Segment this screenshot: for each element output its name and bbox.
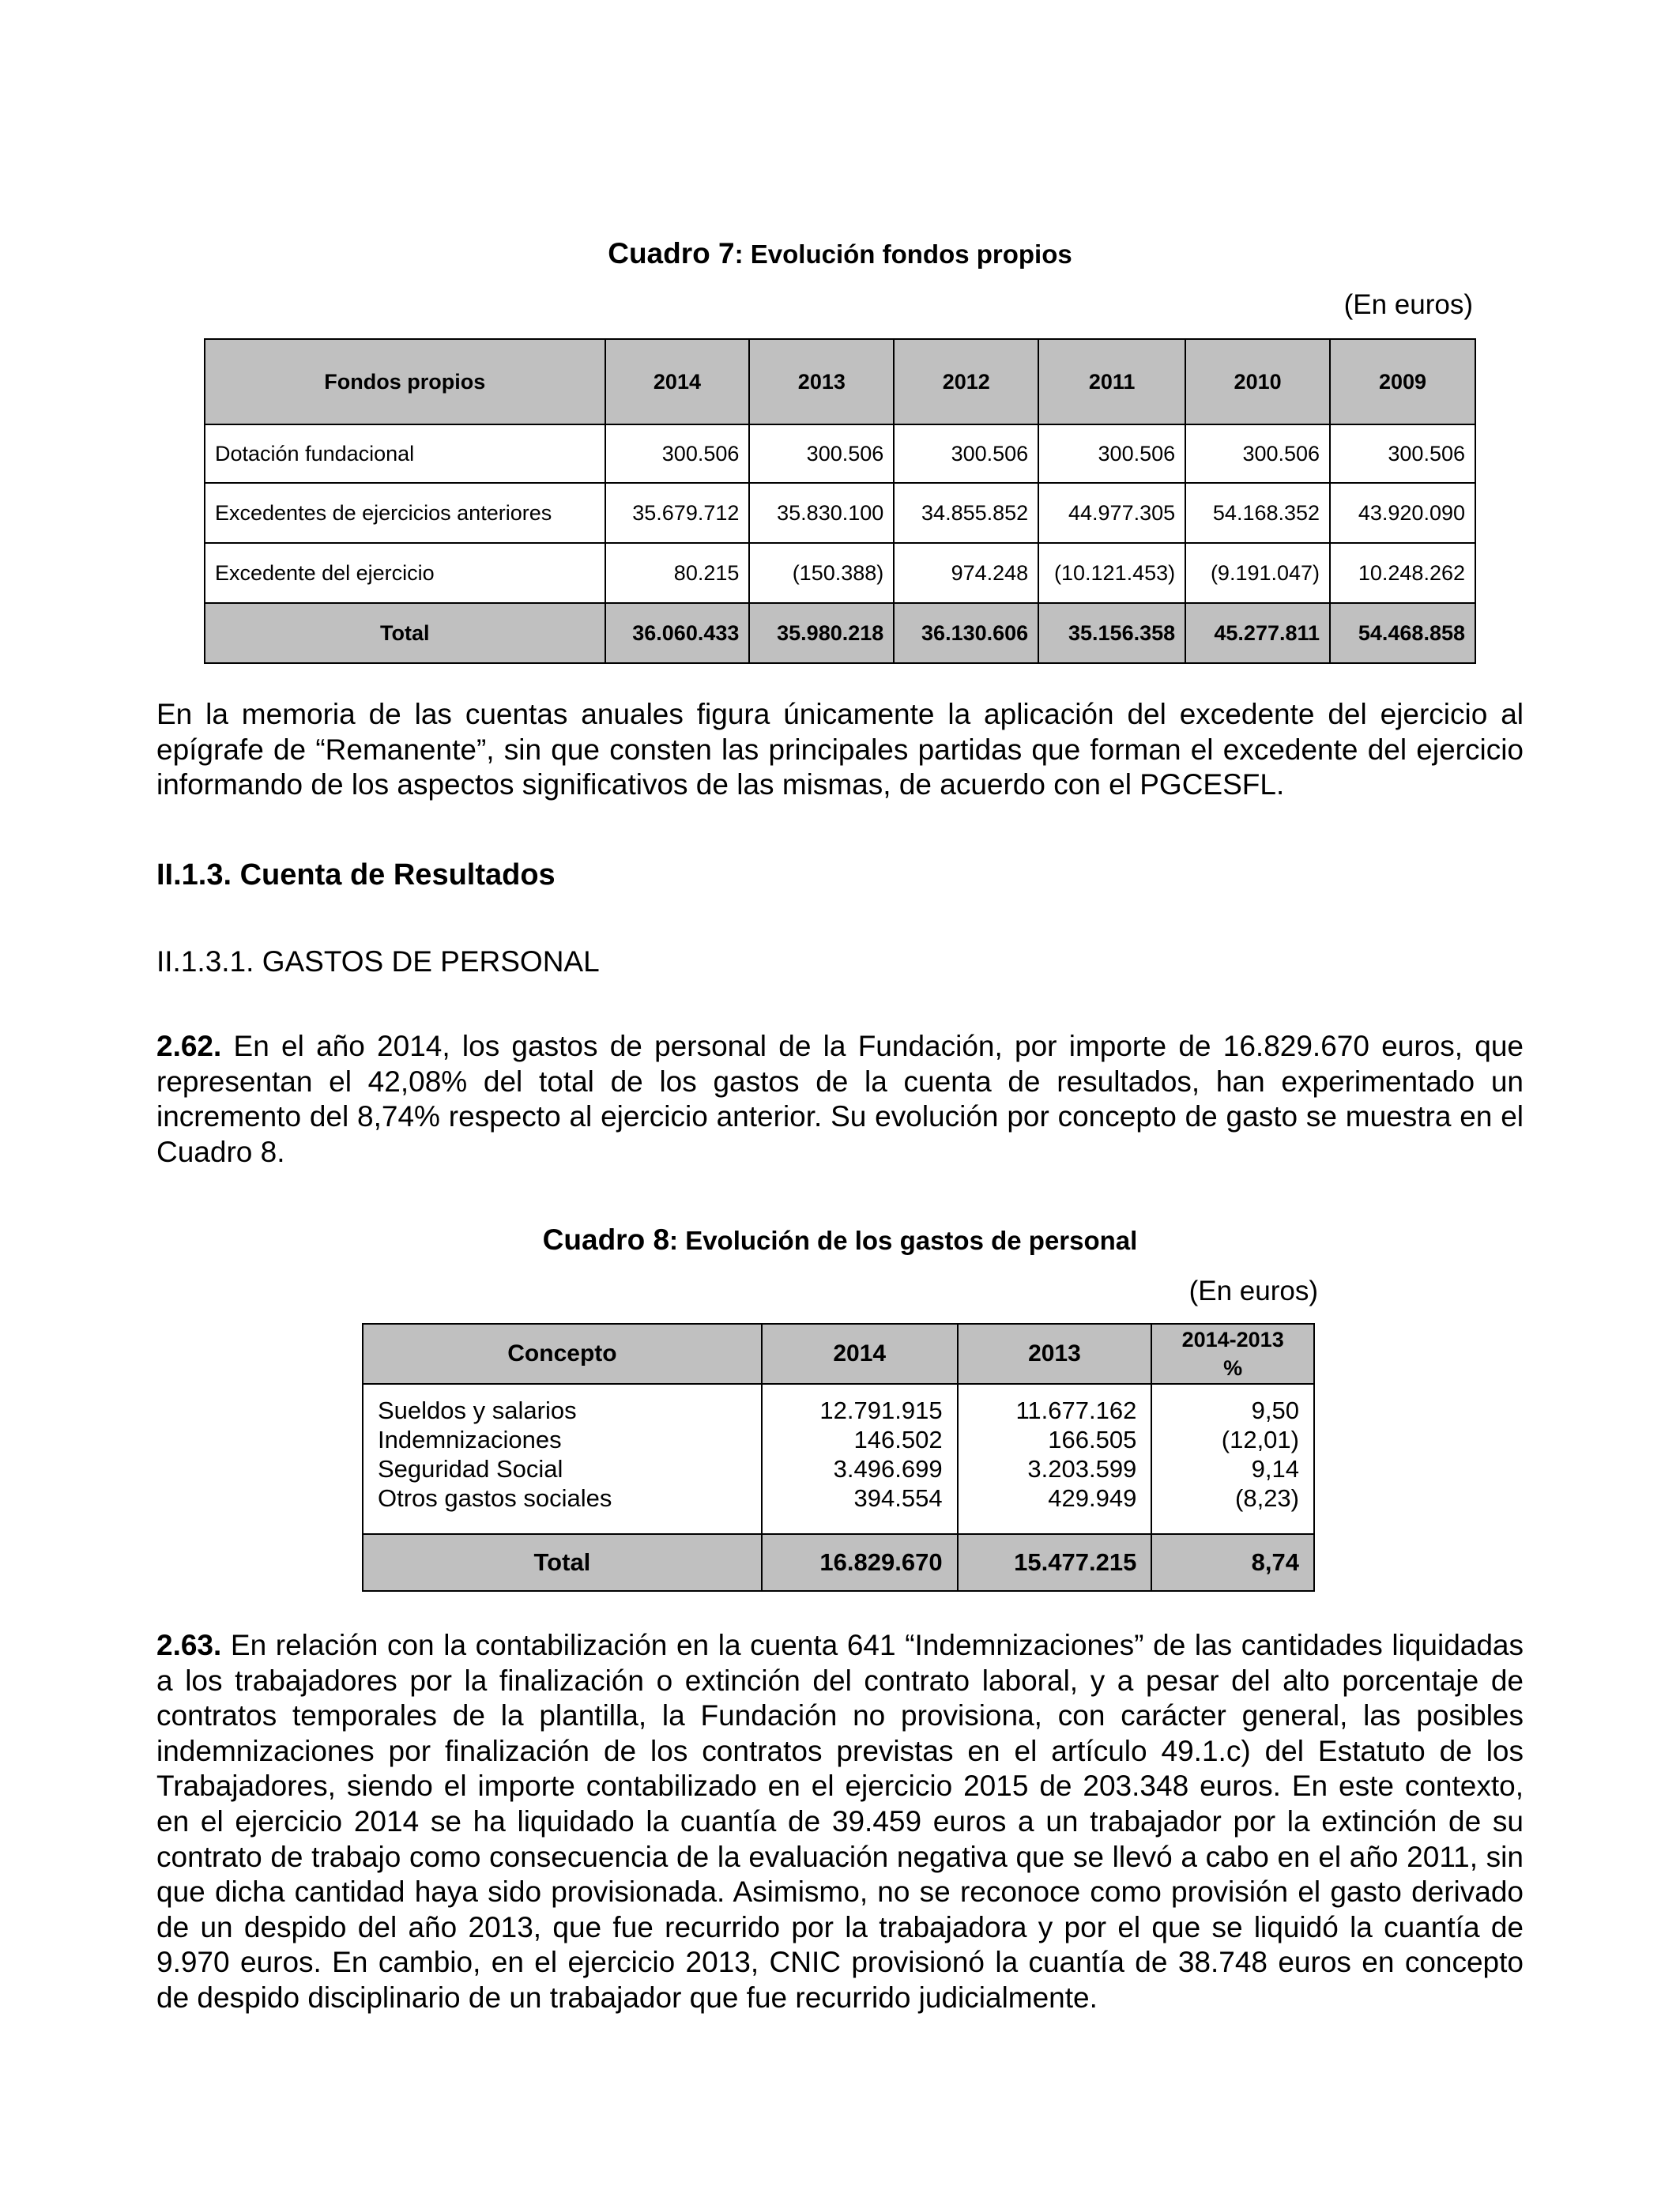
paragraph-2-63 <box>156 1628 1524 2016</box>
cuadro8-header-concept: Concepto <box>363 1324 762 1384</box>
section-heading: II.1.3. Cuenta de Resultados <box>156 858 556 892</box>
table-row <box>205 424 1475 483</box>
table-cell: 15.477.215 <box>958 1534 1152 1591</box>
table-cell: (9.191.047) <box>1185 543 1330 603</box>
table-cell: 35.679.712 <box>605 483 750 543</box>
table-cell: 12.791.915 <box>819 1397 943 1424</box>
cuadro7-header-year: 2013 <box>749 339 894 424</box>
table-cell: 146.502 <box>853 1426 943 1453</box>
table-cell: 34.855.852 <box>894 483 1038 543</box>
table-cell: 36.060.433 <box>605 603 750 663</box>
table-row <box>205 483 1475 543</box>
cuadro8-units: (En euros) <box>1188 1276 1318 1306</box>
table-cell: 300.506 <box>1330 424 1475 483</box>
table-cell: 8,74 <box>1151 1534 1314 1591</box>
table-cell: 10.248.262 <box>1330 543 1475 603</box>
values-2014 <box>762 1384 958 1534</box>
table-cell: 36.130.606 <box>894 603 1038 663</box>
values-2013 <box>958 1384 1152 1534</box>
table-cell: 45.277.811 <box>1185 603 1330 663</box>
cuadro7-header-row <box>205 339 1475 424</box>
cuadro8-header-year: 2014 <box>762 1324 958 1384</box>
paragraph-text: En el año 2014, los gastos de personal de la Fundación, por importe de 16.829.670 euros, que representan el 42,08% del total de los gastos de la cuenta de resultados, han experimentado un incremento del 8,74% respecto al ejercicio anterior. Su evolución por concepto de gasto se muestra en el Cuadro 8. <box>156 1030 1524 1168</box>
table-cell: 394.554 <box>853 1484 943 1512</box>
cuadro7-header-year: 2012 <box>894 339 1038 424</box>
cuadro8-header-variation <box>1151 1324 1314 1384</box>
table-cell: (150.388) <box>749 543 894 603</box>
table-cell: 9,50 <box>1251 1397 1299 1424</box>
table-cell: 43.920.090 <box>1330 483 1475 543</box>
table-cell: 35.830.100 <box>749 483 894 543</box>
table-cell: 300.506 <box>894 424 1038 483</box>
concept-item: Sueldos y salarios <box>378 1397 577 1424</box>
concept-item: Otros gastos sociales <box>378 1484 612 1512</box>
variation-label: 2014-2013 <box>1181 1328 1284 1351</box>
variation-percent: % <box>1223 1356 1243 1380</box>
total-label: Total <box>363 1534 762 1591</box>
cuadro7-header-year: 2009 <box>1330 339 1475 424</box>
table-cell: 54.468.858 <box>1330 603 1475 663</box>
table-row <box>363 1384 1314 1534</box>
cuadro8-header-row <box>363 1324 1314 1384</box>
table-cell: 44.977.305 <box>1038 483 1185 543</box>
total-label: Total <box>205 603 605 663</box>
table-cell: 300.506 <box>1185 424 1330 483</box>
paragraph-number: 2.63. <box>156 1629 222 1661</box>
table-cell: 54.168.352 <box>1185 483 1330 543</box>
cuadro7-header-label: Fondos propios <box>205 339 605 424</box>
paragraph-2-62 <box>156 1029 1524 1170</box>
table-cell: 974.248 <box>894 543 1038 603</box>
cuadro8-table <box>362 1323 1315 1592</box>
table-cell: 300.506 <box>1038 424 1185 483</box>
paragraph-text: En relación con la contabilización en la cuenta 641 “Indemnizaciones” de las cantidades liquidadas a los trabajadores por la finalización o extinción del contrato laboral, y a pesar del alto porcentaje de contratos temporales de la plantilla, la Fundación no provisiona, con carácter general, las posibles indemnizaciones por finalización de los contratos previstas en el artículo 49.1.c) del Estatuto de los Trabajadores, siendo el importe contabilizado en el ejercicio 2015 de 203.348 euros. En este contexto, en el ejercicio 2014 se ha liquidado la cuantía de 39.459 euros a un trabajador por la extinción de su contrato de trabajo como consecuencia de la evaluación negativa que se llevó a cabo en el año 2011, sin que dicha cantidad haya sido provisionada. Asimismo, no se reconoce como provisión el gasto derivado de un despido del año 2013, que fue recurrido por la trabajadora y por el que se liquidó la cuantía de 9.970 euros. En cambio, en el ejercicio 2013, CNIC provisionó la cuantía de 38.748 euros en concepto de despido disciplinario de un trabajador que fue recurrido judicialmente. <box>156 1629 1524 2014</box>
cuadro8-caption-number: Cuadro 8 <box>542 1223 670 1256</box>
table-cell: 9,14 <box>1251 1455 1299 1483</box>
table-cell: 3.203.599 <box>1027 1455 1137 1483</box>
table-cell: 166.505 <box>1048 1426 1137 1453</box>
cuadro7-total-row <box>205 603 1475 663</box>
table-cell: 429.949 <box>1048 1484 1137 1512</box>
cuadro8-caption-title: : Evolución de los gastos de personal <box>669 1226 1138 1255</box>
concept-list <box>363 1384 762 1534</box>
table-cell: 300.506 <box>749 424 894 483</box>
concept-item: Seguridad Social <box>378 1455 563 1483</box>
cuadro7-header-year: 2014 <box>605 339 750 424</box>
table-cell: 80.215 <box>605 543 750 603</box>
table-cell: (10.121.453) <box>1038 543 1185 603</box>
row-label: Excedente del ejercicio <box>205 543 605 603</box>
table-cell: 3.496.699 <box>833 1455 943 1483</box>
paragraph-number: 2.62. <box>156 1030 222 1062</box>
table-cell: 300.506 <box>605 424 750 483</box>
table-cell: (8,23) <box>1235 1484 1299 1512</box>
cuadro8-header-year: 2013 <box>958 1324 1152 1384</box>
subsection-heading: II.1.3.1. GASTOS DE PERSONAL <box>156 945 600 978</box>
table-cell: 35.980.218 <box>749 603 894 663</box>
table-cell: 11.677.162 <box>1015 1397 1137 1424</box>
cuadro7-caption-title: : Evolución fondos propios <box>734 239 1072 269</box>
cuadro8-total-row <box>363 1534 1314 1591</box>
row-label: Excedentes de ejercicios anteriores <box>205 483 605 543</box>
row-label: Dotación fundacional <box>205 424 605 483</box>
cuadro7-units: (En euros) <box>1343 289 1473 320</box>
table-cell: (12,01) <box>1221 1426 1299 1453</box>
cuadro7-table <box>204 338 1476 664</box>
cuadro7-caption-number: Cuadro 7 <box>608 237 735 270</box>
table-cell: 16.829.670 <box>762 1534 958 1591</box>
concept-item: Indemnizaciones <box>378 1426 562 1453</box>
table-cell: 35.156.358 <box>1038 603 1185 663</box>
cuadro7-caption <box>204 237 1476 270</box>
paragraph-memoria: En la memoria de las cuentas anuales figura únicamente la aplicación del excedente del ejercicio al epígrafe de “Remanente”, sin que consten las principales partidas que forman el excedente del ejercicio informando de los aspectos significativos de las mismas, de acuerdo con el PGCESFL. <box>156 698 1524 801</box>
cuadro8-caption <box>204 1223 1476 1257</box>
values-pct <box>1151 1384 1314 1534</box>
cuadro7-header-year: 2010 <box>1185 339 1330 424</box>
table-row <box>205 543 1475 603</box>
cuadro7-header-year: 2011 <box>1038 339 1185 424</box>
